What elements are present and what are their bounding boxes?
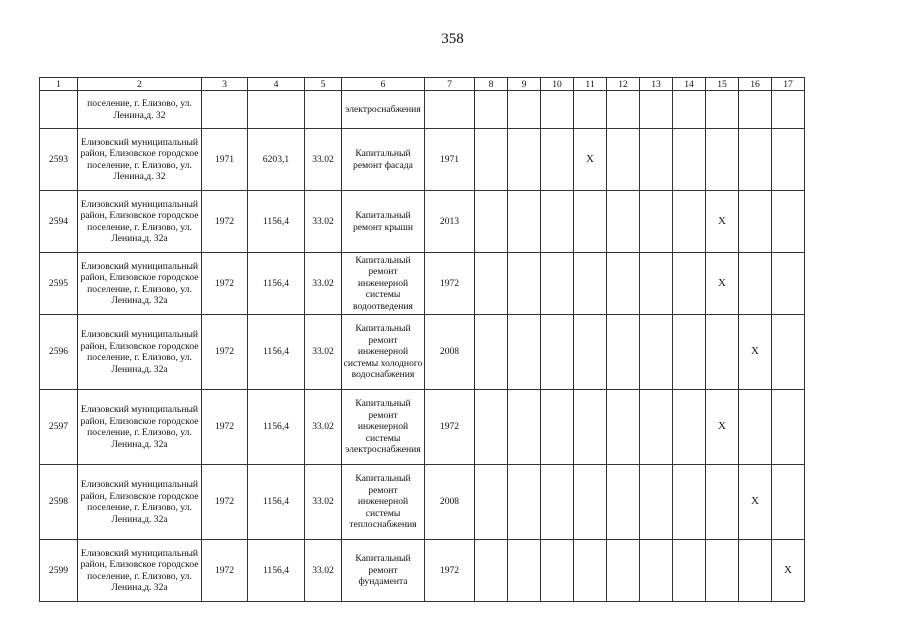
column-number-cell: 3 <box>202 78 248 91</box>
repair-period-cell <box>640 191 673 253</box>
table-cell: 33.02 <box>305 129 342 191</box>
table-cell: 1971 <box>425 129 475 191</box>
repair-period-cell: X <box>706 253 739 315</box>
repair-period-cell <box>574 465 607 540</box>
repair-period-cell <box>772 253 805 315</box>
table-cell: 1972 <box>425 390 475 465</box>
table-row <box>40 129 805 191</box>
repair-period-cell <box>607 253 640 315</box>
table-cell: 1972 <box>425 253 475 315</box>
repair-period-cell <box>607 540 640 602</box>
table-cell: 1156,4 <box>248 540 305 602</box>
repair-period-cell <box>772 91 805 129</box>
table-cell: Капитальный ремонт фасада <box>342 129 425 191</box>
repair-period-cell <box>607 191 640 253</box>
table-cell: поселение, г. Елизово, ул. Ленина,д. 32 <box>78 91 202 129</box>
repair-period-cell <box>541 191 574 253</box>
column-number-cell: 6 <box>342 78 425 91</box>
repair-period-cell: X <box>706 390 739 465</box>
table-cell: Елизовский муниципальный район, Елизовское городское поселение, г. Елизово, ул. Ленина,д. 32а <box>78 253 202 315</box>
repair-period-cell <box>541 540 574 602</box>
repair-period-cell <box>640 390 673 465</box>
table-row <box>40 465 805 540</box>
repair-period-cell <box>706 315 739 390</box>
repair-period-cell: X <box>574 129 607 191</box>
column-number-cell: 7 <box>425 78 475 91</box>
table-cell: 33.02 <box>305 540 342 602</box>
table-cell: 33.02 <box>305 315 342 390</box>
repair-period-cell <box>607 315 640 390</box>
table-cell: 33.02 <box>305 191 342 253</box>
table-row <box>40 253 805 315</box>
repair-period-cell <box>574 91 607 129</box>
table-cell: Елизовский муниципальный район, Елизовское городское поселение, г. Елизово, ул. Ленина,д. 32 <box>78 129 202 191</box>
repair-period-cell: X <box>706 191 739 253</box>
repair-period-cell <box>607 390 640 465</box>
column-number-cell: 13 <box>640 78 673 91</box>
table-cell: Елизовский муниципальный район, Елизовское городское поселение, г. Елизово, ул. Ленина,д. 32а <box>78 390 202 465</box>
repair-period-cell <box>772 465 805 540</box>
column-number-cell: 1 <box>40 78 78 91</box>
repair-period-cell <box>475 465 508 540</box>
table-cell: Капитальный ремонт фундамента <box>342 540 425 602</box>
table-cell: 1972 <box>202 191 248 253</box>
table-cell: Капитальный ремонт инженерной системы теплоснабжения <box>342 465 425 540</box>
repair-period-cell: X <box>739 465 772 540</box>
repair-period-cell <box>541 390 574 465</box>
table-cell: 33.02 <box>305 465 342 540</box>
table-cell <box>305 91 342 129</box>
repair-period-cell <box>607 129 640 191</box>
table-row <box>40 191 805 253</box>
repair-period-cell <box>475 315 508 390</box>
repair-period-cell <box>508 91 541 129</box>
table-cell: 1156,4 <box>248 465 305 540</box>
repair-period-cell <box>640 129 673 191</box>
column-number-row <box>40 78 805 91</box>
table-cell: 1156,4 <box>248 253 305 315</box>
table-row <box>40 540 805 602</box>
repair-period-cell <box>607 91 640 129</box>
repair-period-cell <box>541 465 574 540</box>
repair-period-cell <box>739 129 772 191</box>
repair-period-cell <box>673 315 706 390</box>
table-cell <box>40 91 78 129</box>
table-row <box>40 91 805 129</box>
repair-period-cell <box>508 191 541 253</box>
table-cell: 2597 <box>40 390 78 465</box>
repair-period-cell <box>673 191 706 253</box>
table-cell: 2008 <box>425 465 475 540</box>
table-cell: 2013 <box>425 191 475 253</box>
repair-period-cell <box>772 315 805 390</box>
repair-period-cell <box>607 465 640 540</box>
table-cell: 1156,4 <box>248 191 305 253</box>
repair-period-cell <box>574 253 607 315</box>
table-cell: электроснабжения <box>342 91 425 129</box>
table-cell: 1971 <box>202 129 248 191</box>
table-cell: 2596 <box>40 315 78 390</box>
repair-period-cell <box>508 465 541 540</box>
table-cell: 6203,1 <box>248 129 305 191</box>
table-cell: 2599 <box>40 540 78 602</box>
repair-period-cell <box>508 390 541 465</box>
table-cell: Елизовский муниципальный район, Елизовское городское поселение, г. Елизово, ул. Ленина,д. 32а <box>78 315 202 390</box>
table-cell: Елизовский муниципальный район, Елизовское городское поселение, г. Елизово, ул. Ленина,д. 32а <box>78 191 202 253</box>
column-number-cell: 16 <box>739 78 772 91</box>
repair-period-cell <box>640 253 673 315</box>
column-number-cell: 14 <box>673 78 706 91</box>
repair-period-cell <box>640 91 673 129</box>
repair-period-cell <box>706 540 739 602</box>
repair-period-cell <box>574 540 607 602</box>
table-cell: 1156,4 <box>248 315 305 390</box>
page-number: 358 <box>441 31 464 47</box>
table-cell: 1972 <box>425 540 475 602</box>
column-number-cell: 2 <box>78 78 202 91</box>
repair-period-cell <box>772 129 805 191</box>
repair-period-cell <box>574 315 607 390</box>
repair-period-cell <box>508 540 541 602</box>
repair-period-cell <box>508 315 541 390</box>
repair-period-cell <box>673 540 706 602</box>
table-row <box>40 315 805 390</box>
column-number-cell: 12 <box>607 78 640 91</box>
column-number-cell: 5 <box>305 78 342 91</box>
repair-period-cell <box>739 540 772 602</box>
repair-period-cell <box>706 465 739 540</box>
table-cell: 2598 <box>40 465 78 540</box>
repair-period-cell <box>739 253 772 315</box>
repair-period-cell <box>673 253 706 315</box>
repair-period-cell <box>739 191 772 253</box>
repair-period-cell <box>541 129 574 191</box>
table-cell <box>425 91 475 129</box>
column-number-cell: 9 <box>508 78 541 91</box>
table-cell: 1972 <box>202 540 248 602</box>
repair-period-cell <box>508 253 541 315</box>
repair-period-cell <box>673 91 706 129</box>
repair-period-cell: X <box>772 540 805 602</box>
repair-period-cell <box>475 253 508 315</box>
repair-period-cell: X <box>739 315 772 390</box>
table-cell <box>248 91 305 129</box>
table-cell: 1972 <box>202 390 248 465</box>
table-row <box>40 390 805 465</box>
repair-period-cell <box>673 465 706 540</box>
column-number-cell: 11 <box>574 78 607 91</box>
repair-period-cell <box>640 315 673 390</box>
table-cell: 33.02 <box>305 390 342 465</box>
repair-period-cell <box>541 253 574 315</box>
repair-period-cell <box>475 129 508 191</box>
repair-period-cell <box>739 91 772 129</box>
table-cell: 1972 <box>202 465 248 540</box>
repair-period-cell <box>640 465 673 540</box>
repair-period-cell <box>772 390 805 465</box>
repair-period-cell <box>640 540 673 602</box>
repair-period-cell <box>772 191 805 253</box>
table-cell: 33.02 <box>305 253 342 315</box>
table-cell: Елизовский муниципальный район, Елизовское городское поселение, г. Елизово, ул. Ленина,д. 32а <box>78 465 202 540</box>
column-number-cell: 10 <box>541 78 574 91</box>
repair-period-cell <box>706 91 739 129</box>
repair-period-cell <box>574 191 607 253</box>
repair-period-cell <box>673 129 706 191</box>
table-cell <box>202 91 248 129</box>
column-number-cell: 17 <box>772 78 805 91</box>
repair-period-cell <box>508 129 541 191</box>
table-cell: Капитальный ремонт крыши <box>342 191 425 253</box>
table-cell: 2595 <box>40 253 78 315</box>
repair-period-cell <box>475 390 508 465</box>
repair-period-cell <box>541 91 574 129</box>
column-number-cell: 8 <box>475 78 508 91</box>
repair-schedule-table <box>39 77 805 602</box>
column-number-cell: 4 <box>248 78 305 91</box>
repair-period-cell <box>574 390 607 465</box>
table-cell: Елизовский муниципальный район, Елизовское городское поселение, г. Елизово, ул. Ленина,д. 32а <box>78 540 202 602</box>
repair-period-cell <box>739 390 772 465</box>
column-number-cell: 15 <box>706 78 739 91</box>
table-cell: 2593 <box>40 129 78 191</box>
table-cell: 2594 <box>40 191 78 253</box>
table-cell: Капитальный ремонт инженерной системы холодного водоснабжения <box>342 315 425 390</box>
table-cell: 2008 <box>425 315 475 390</box>
repair-period-cell <box>475 91 508 129</box>
repair-period-cell <box>541 315 574 390</box>
repair-period-cell <box>475 540 508 602</box>
repair-period-cell <box>475 191 508 253</box>
repair-period-cell <box>673 390 706 465</box>
table-cell: 1156,4 <box>248 390 305 465</box>
table-cell: 1972 <box>202 315 248 390</box>
table-cell: Капитальный ремонт инженерной системы электроснабжения <box>342 390 425 465</box>
repair-period-cell <box>706 129 739 191</box>
table-cell: Капитальный ремонт инженерной системы водоотведения <box>342 253 425 315</box>
table-cell: 1972 <box>202 253 248 315</box>
